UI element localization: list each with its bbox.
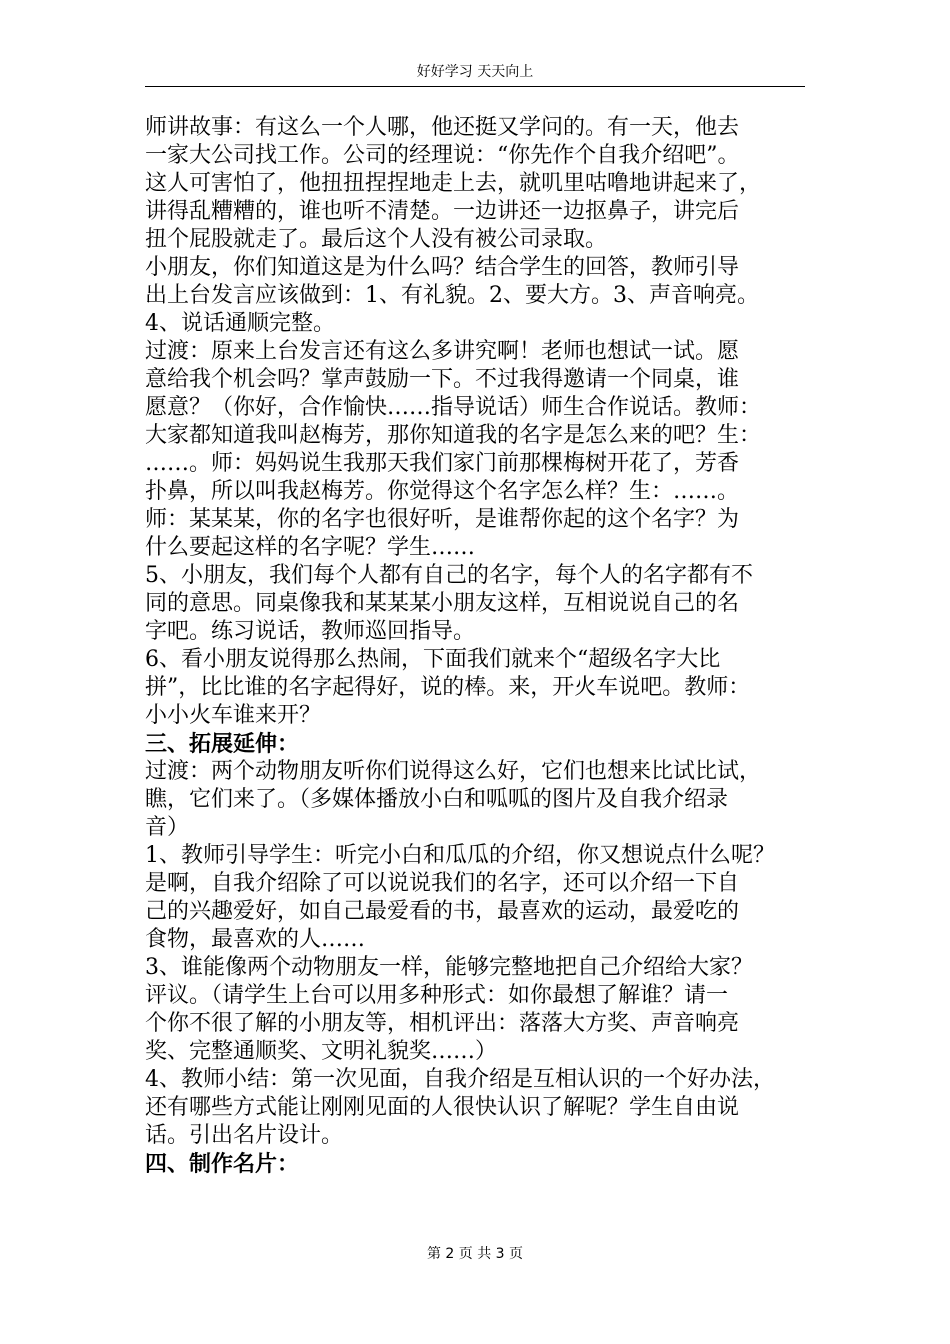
paragraph-transition-dialogue: 过渡：原来上台发言还有这么多讲究啊！老师也想试一试。愿 意给我个机会吗？掌声鼓励一下。不过我得邀请一个同桌，谁 愿意？（你好，合作愉快……指导说话）师生合作说话。教师： 大家都知道我叫赵梅芳，那你知道我的名字是怎么来的吧？生： ……。师：妈妈说生我那天我们家门前那棵梅树开花了，芳香 扑鼻，所以叫我赵梅芳。你觉得这个名字怎么样？生：……。 师：某某某，你的名字也很好听，是谁帮你起的这个名字？为 什么要起这样的名字呢？学生…… [145,339,762,560]
paragraph-transition-animals: 过渡：两个动物朋友听你们说得这么好，它们也想来比试比试， 瞧，它们来了。（多媒体播放小白和呱呱的图片及自我介绍录 音） [145,759,762,840]
paragraph-discussion: 小朋友，你们知道这是为什么吗？结合学生的回答，教师引导 出上台发言应该做到：1、有礼貌。2、要大方。3、声音响亮。 4、说话通顺完整。 [145,255,759,336]
page-footer: 第 2 页 共 3 页 [426,1246,524,1262]
paragraph-story: 师讲故事：有这么一个人哪，他还挺又学问的。有一天，他去 一家大公司找工作。公司的经理说：“你先作个自我介绍吧”。 这人可害怕了，他扭扭捏捏地走上去，就叽里咕噜地讲起来了， 讲得乱糟糟的，谁也听不清楚。一边讲还一边抠鼻子，讲完后 扭个屁股就走了。最后这个人没有被公司录取。 [145,115,762,252]
section-heading-extension: 三、拓展延伸： [145,731,300,757]
page-header: 好好学习 天天向上 [416,64,534,80]
header-divider [145,86,805,87]
paragraph-step-6: 6、看小朋友说得那么热闹，下面我们就来个“超级名字大比 拼”，比比谁的名字起得好，说的棒。来，开火车说吧。教师： 小小火车谁来开？ [145,647,751,728]
paragraph-step-3: 3、谁能像两个动物朋友一样，能够完整地把自己介绍给大家？ 评议。（请学生上台可以用多种形式：如你最想了解谁？请一 个你不很了解的小朋友等，相机评出：落落大方奖、声音响亮 奖、完整通顺奖、文明礼貌奖……） [145,955,753,1064]
section-heading-business-card: 四、制作名片： [145,1151,300,1177]
paragraph-step-5: 5、小朋友，我们每个人都有自己的名字，每个人的名字都有不 同的意思。同桌像我和某某某小朋友这样，互相说说自己的名 字吧。练习说话，教师巡回指导。 [145,563,753,644]
paragraph-step-1: 1、教师引导学生：听完小白和瓜瓜的介绍，你又想说点什么呢？ 是啊，自我介绍除了可以说说我们的名字，还可以介绍一下自 己的兴趣爱好，如自己最爱看的书，最喜欢的运动，最爱吃的 食物，最喜欢的人…… [145,843,775,952]
paragraph-step-4: 4、教师小结：第一次见面，自我介绍是互相认识的一个好办法， 还有哪些方式能让刚刚见面的人很快认识了解呢？学生自由说 话。引出名片设计。 [145,1067,775,1148]
document-body [145,114,811,1178]
